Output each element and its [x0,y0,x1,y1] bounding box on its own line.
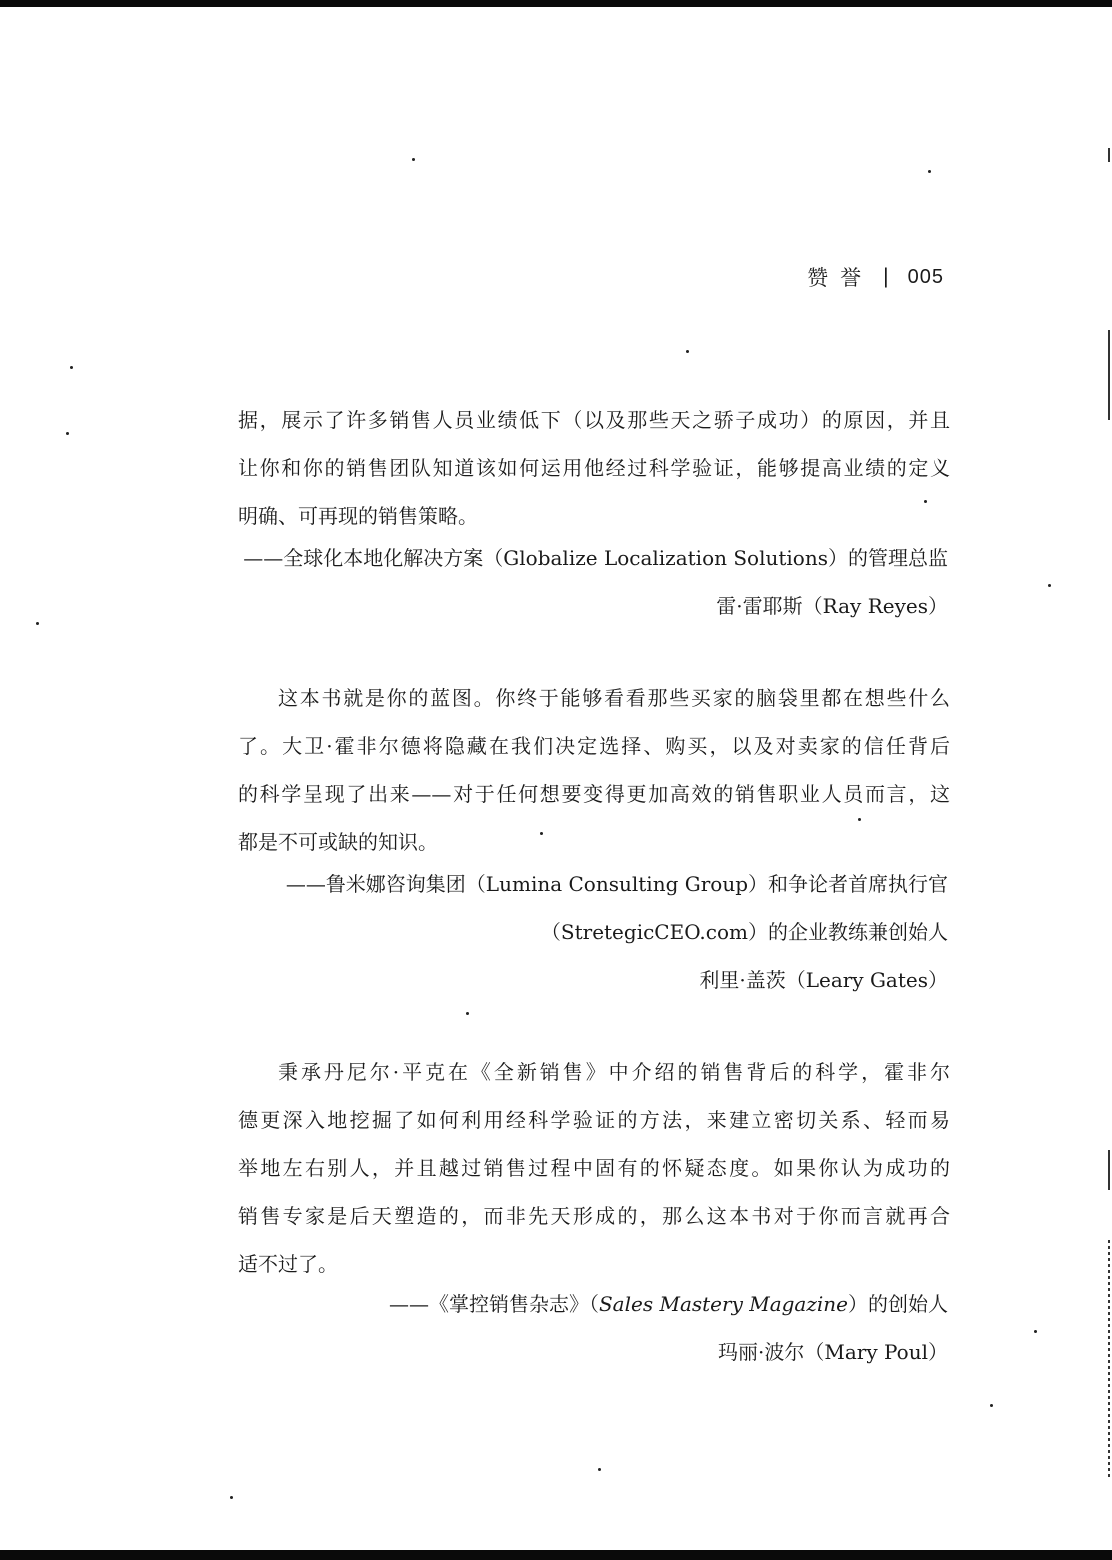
attribution-suffix: ）的创始人 [848,1292,948,1316]
scan-speck [36,622,39,625]
text-line: 举地左右别人，并且越过销售过程中固有的怀疑态度。如果你认为成功的 [238,1156,950,1180]
scan-edge-mark [1108,1240,1110,1480]
text-line: 明确、可再现的销售策略。 [238,504,478,528]
scan-speck [1048,584,1051,587]
header-separator: | [883,265,890,288]
text-line: 秉承丹尼尔·平克在《全新销售》中介绍的销售背后的科学，霍非尔 [278,1060,950,1084]
page-number: 005 [907,265,944,288]
scan-speck [686,350,689,353]
scan-speck [466,1012,469,1015]
running-header [807,262,944,292]
scan-speck [66,432,69,435]
blurb-1-attribution [243,534,948,630]
text-line: 这本书就是你的蓝图。你终于能够看看那些买家的脑袋里都在想些什么 [278,686,950,710]
scan-speck [598,1468,601,1471]
text-line: 德更深入地挖掘了如何利用经科学验证的方法，来建立密切关系、轻而易 [238,1108,950,1132]
text-line: 让你和你的销售团队知道该如何运用他经过科学验证，能够提高业绩的定义 [238,456,950,480]
scan-border-bottom [0,1550,1112,1560]
blurb-3-attribution [389,1280,948,1376]
attribution-line: ——全球化本地化解决方案（Globalize Localization Solutions）的管理总监 [243,546,948,570]
attribution-prefix: ——《掌控销售杂志》（ [388,1292,599,1316]
attribution-line: ——鲁米娜咨询集团（Lumina Consulting Group）和争论者首席执行官 [285,872,948,896]
scan-speck [990,1404,993,1407]
magazine-name: Sales Mastery Magazine [598,1292,848,1316]
attribution-line [389,1280,948,1328]
text-line: 的科学呈现了出来——对于任何想要变得更加高效的销售职业人员而言，这 [238,782,950,806]
scan-border-top [0,0,1112,7]
section-title: 赞誉 [807,266,874,290]
scan-edge-mark [1108,148,1110,162]
scan-edge-mark [1108,1150,1110,1190]
attribution-name: 玛丽·波尔（Mary Poul） [718,1340,948,1364]
scan-speck [230,1496,233,1499]
blurb-2-text [238,674,950,866]
attribution-name: 利里·盖茨（Leary Gates） [699,968,948,992]
scan-speck [70,366,73,369]
attribution-line: （StretegicCEO.com）的企业教练兼创始人 [540,920,948,944]
scan-speck [928,170,931,173]
scan-speck [1034,1330,1037,1333]
blurb-1-text [238,396,950,540]
text-line: 了。大卫·霍非尔德将隐藏在我们决定选择、购买，以及对卖家的信任背后 [238,734,950,758]
blurb-3-text [238,1048,950,1288]
text-line: 据，展示了许多销售人员业绩低下（以及那些天之骄子成功）的原因，并且 [238,408,950,432]
scan-edge-mark [1108,330,1110,420]
blurb-2-attribution [286,860,948,1004]
attribution-name: 雷·雷耶斯（Ray Reyes） [716,594,948,618]
text-line: 适不过了。 [238,1252,338,1276]
text-line: 都是不可或缺的知识。 [238,830,438,854]
scan-speck [412,158,415,161]
text-line: 销售专家是后天塑造的，而非先天形成的，那么这本书对于你而言就再合 [238,1204,950,1228]
